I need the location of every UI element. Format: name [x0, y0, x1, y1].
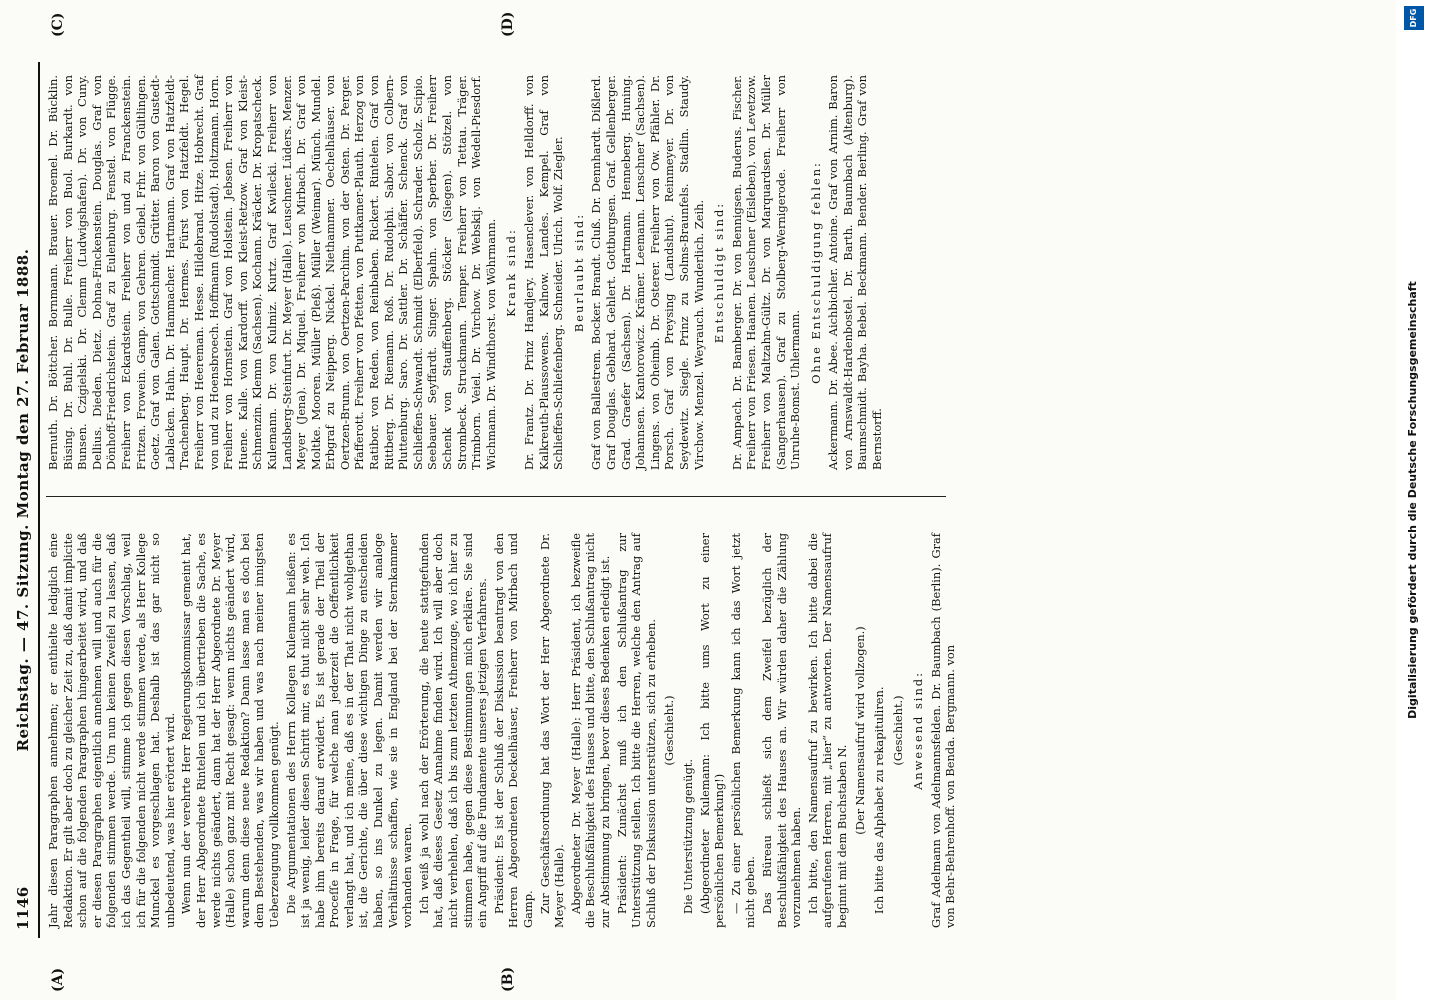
margin-marker-b: (B): [500, 966, 516, 992]
name-list-absent: Ackermann. Dr. Abee. Aichbichler. Antoine. Graf von Arnim. Baron von Arnswaldt-Hardenbostel. Dr. Barth. Baumbach (Altenburg). Baumschmidt. Bayha. Bebel. Beckmann. Bender. Berling. Graf von Bernstorff.: [826, 75, 885, 470]
paragraph: Jahr diesen Paragraphen annehmen; er enthielte lediglich eine Redaktion. Er gilt aber doch zu gleicher Zeit zu, daß damit implicite schon auf die folgenden Paragraphen hingearbeitet wird, und daß er diesen Paragraphen eigentlich annehmen will und auch für die folgenden stimmen werde. Um nun keinen Zweifel zu lassen, daß ich das Gegentheil will, stimme ich gegen diesen Vorschlag, weil ich für die folgenden nicht werde stimmen werde, als Herr Kollege Munckel es vorgeschlagen hat. Deshalb ist das gar nicht so unbedeutend, was hier erörtert wird.: [46, 533, 177, 928]
name-list-excused: Dr. Ampach. Dr. Bamberger. Dr. von Bennigsen. Buderus. Fischer. Freiherr von Friesen. Haanen. Leuschner (Eisleben). von Levetzow. Freiherr von Maltzahn-Gültz. Dr. von Marquardsen. Dr. Müller (Sangerhausen). Graf zu Stolberg-Wernigerode. Freiherr von Unruhe-Bomst. Uhlermann.: [729, 75, 803, 470]
name-list: Graf Adelmann von Adelmannsfelden. Dr. Baumbach (Berlin). Graf von Behr-Behrenhoff. von Benda. Bergmann. von: [928, 533, 958, 928]
running-title: Reichstag. — 47. Sitzung. Montag den 27. Februar 1888.: [14, 248, 32, 752]
paragraph-speaker: Abgeordneter Dr. Meyer (Halle): Herr Präsident, ich bezweifle die Beschlußfähigkeit des Hauses und bitte, den Schlußantrag nicht zur Abstimmung zu bringen, bevor dieses Bedenken erledigt ist.: [568, 533, 612, 928]
section-heading-entschuldigt: Entschuldigt sind:: [712, 201, 727, 344]
paragraph: Die Argumentationen des Herrn Kollegen Kulemann heißen: es ist ja wenig, leider diesen Schritt mir, es thut nicht sehr weh. Ich habe ihm bereits darauf erwidert. Es ist gerade der Theil der Proceſſe in Frage, für welche man jederzeit die Oeffentlichkeit verlangt hat, und ich meine, daß es in der That nicht wohlgethan ist, die Gerichte, die über diese wichtigen Dinge zu entscheiden haben, so ins Dunkel zu legen. Damit werden wir analoge Verhältnisse schaffen, wie sie in England bei der Sternkammer vorhanden waren.: [283, 533, 415, 928]
right-column: [46, 75, 887, 470]
section-heading-ohne-entschuldigung: Ohne Entschuldigung fehlen:: [808, 161, 823, 384]
name-list-on-leave: Graf von Ballestrem. Bocker. Brandt. Cluß. Dr. Dennhardt. Dißlerd. Graf Douglas. Gebhard. Gehlert. Gottburgsen. Graf. Gellenberger. Grad. Graefer (Sachsen). Dr. Hartmann. Henneberg. Huning. Johannsen. Kantorowicz. Krämer. Leemann. Lenschner (Sachsen). Lingens. von Oheimb. Dr. Osterer. Freiherr von Ow. Pfähler. Dr. Porsch. Graf von Preysing (Landshut). Reinmeyer. Dr. von Seydewitz. Siegle. Prinz zu Solms-Braunfels. Stadlin. Staudy. Virchow. Menzel. Weyrauch. Wunderlich. Zeih.: [589, 75, 706, 470]
margin-marker-a: (A): [50, 967, 66, 992]
paragraph: Wenn nun der verehrte Herr Regierungskommissar gemeint hat, der Herr Abgeordnete Rintelen und ich übertrieben die Sache, es werde nichts geändert, dann hat der Herr Abgeordnete Dr. Meyer (Halle) schon ganz mit Recht gesagt: wenn nichts geändert wird, warum denn diese neue Redaktion? Dann lasse man es doch bei dem Bestehenden, was wir haben und was nach meiner innigsten Ueberzeugung vollkommen genügt.: [179, 533, 281, 928]
paragraph: — Zu einer persönlichen Bemerkung kann ich das Wort jetzt nicht geben.: [728, 533, 758, 928]
left-column: [46, 533, 960, 928]
column-divider: [46, 496, 946, 497]
header-rule: [38, 62, 40, 938]
paragraph-president: Präsident: Zunächst muß ich den Schlußantrag zur Unterstützung stellen. Ich bitte die Herren, welche den Antrag auf Schluß der Diskussion unterstützen, sich zu erheben.: [614, 533, 658, 928]
paragraph-president: Präsident: Es ist der Schluß der Diskussion beantragt von den Herren Abgeordneten Deckelhäuser, Freiherr von Mirbach und Gamp.: [491, 533, 535, 928]
name-list-present: Bernuth. Dr. Böttcher. Bornmann. Brauer. Broemel. Dr. Bücklin. Büsing. Dr. Buhl. Dr. Bulle. Freiherr von Buol. Burkardt. von Bunsen. Czigielski. Dr. Clemm (Ludwigshafen). Dr. von Cuny. Dellius. Dieden. Dietz. Dohna-Finckenstein. Douglas. Graf von Dönhoff-Friedrichstein. Graf zu Eulenburg. Fenstel. von Flügge. Freiherr von Eckardstein. Freiherr von und zu Franckenstein. Fritzen. Frowein. Gamp. von Gehren. Geibel. Frhr. von Gültlingen. Goetz. Graf von Galen. Gottschmidt. Grütter. Baron von Gustedt-Lablacken. Hahn. Dr. Hammacher. Hartmann. Graf von Hatzfeldt-Trachenberg. Haupt. Dr. Hermes. Fürst von Hatzfeldt. Hegel. Freiherr von Heereman. Hesse. Hildebrand. Hitze. Hobrecht. Graf von und zu Hoensbroech. Hoffmann (Rudolstadt). Holtzmann. Horn. Freiherr von Hornstein. Graf von Holstein. Jebsen. Freiherr von Huene. Kalle. von Kardorff. von Kleist-Retzow. Graf von Kleist-Schmenzin. Klemm (Sachsen). Kochann. Kräcker. Dr. Kropatscheck. Kulemann. Dr. von Kulmiz. Kurtz. Graf Kwilecki. Freiherr von Landsberg-Steinfurt. Dr. Meyer (Halle). Leuschner. Lüders. Menzer. Meyer (Jena). Dr. Miquel. Freiherr von Mirbach. Dr. Graf von Moltke. Mooren. Müller (Pleß). Müller (Weimar). Münch. Mundel. Erbgraf zu Neipperg. Nickel. Niethammer. Oechelhäuser. von Oertzen-Brunn. von Oertzen-Parchim. von der Osten. Dr. Perger. Pfafferott. Freiherr von Pfetten. von Puttkamer-Plauth. Herzog von Ratibor. von Reden. von Reinbaben. Rickert. Rintelen. Graf von Rittberg. Dr. Riemann. Roß. Dr. Rudolphi. Sabor. von Colbern-Pluttenburg. Saro. Dr. Sattler. Dr. Schäffer. Schenck. Graf von Schlieffen-Schwandt. Schmidt (Elberfeld). Schrader. Scholz. Scipio. Seebauer. Seyffardt. Singer. Spahn. von Sperber. Dr. Freiherr Schenk von Stauffenberg. Stöcker (Siegen). Stötzel. von Strombeck. Struckmann. Temper. Freiherr von Tettau. Träger. Trimborn. Veiel. Dr. Virchow. Dr. Webskij. von Wedell-Piesdorf. Wichmann. Dr. Windthorst. von Wöhrmann.: [46, 75, 498, 470]
section-heading-krank: Krank sind:: [504, 228, 519, 317]
stage-direction: (Der Namensaufruf wird vollzogen.): [853, 626, 868, 835]
running-head: [14, 70, 36, 930]
digitization-credit-band: [1396, 0, 1432, 1000]
paragraph: Ich bitte das Alphabet zu rekapituliren.: [872, 686, 887, 914]
page-number: 1146: [14, 886, 32, 930]
stage-direction: (Geschieht.): [662, 695, 677, 766]
digitization-credit: Digitalisierung gefördert durch die Deutsche Forschungsgemeinschaft: [1406, 281, 1419, 719]
paragraph: Das Büreau schließt sich dem Zweifel bezüglich der Beschlußfähigkeit des Hauses an. Wir würden daher die Zählung vorzunehmen haben.: [759, 533, 804, 928]
section-heading-anwesend: Anwesend sind:: [911, 671, 926, 790]
paragraph: Ich bitte, den Namensaufruf zu bewirken. Ich bitte dabei die aufgerufenen Herren, mit „hier“ zu antworten. Der Namensaufruf beginnt mit dem Buchstaben N.: [805, 533, 849, 928]
margin-marker-d: (D): [500, 11, 516, 37]
dfg-logo: DFG: [1404, 6, 1424, 30]
paragraph: Zur Geschäftsordnung hat das Wort der Herr Abgeordnete Dr. Meyer (Halle).: [537, 533, 567, 928]
name-list-sick: Dr. Frantz. Dr. Prinz Handjery. Hasenclever. von Helldorff. von Kalkreuth-Plaussowens. Kalnow. Landes. Kempel. Graf von Schlieffen-Schliefenberg. Schneider. Ulrich. Wolf. Ziegler.: [522, 75, 566, 470]
margin-marker-c: (C): [50, 12, 66, 37]
section-heading-beurlaubt: Beurlaubt sind:: [571, 212, 586, 333]
stage-direction: (Geschieht.): [890, 695, 905, 766]
paragraph: Ich weiß ja wohl nach der Erörterung, die heute stattgefunden hat, daß dieses Gesetz Annahme finden wird. Ich will aber doch nicht verhehlen, daß ich bis zum letzten Athemzuge, wo ich hier zu stimmen habe, gegen diese Bestimmungen mich erkläre. Sie sind ein Angriff auf die Fundamente unseres jetzigen Verfahrens.: [416, 533, 490, 928]
interjection: (Abgeordneter Kulemann: Ich bitte ums Wort zu einer persönlichen Bemerkung!): [697, 533, 727, 928]
paragraph: Die Unterstützung genügt.: [680, 759, 695, 914]
